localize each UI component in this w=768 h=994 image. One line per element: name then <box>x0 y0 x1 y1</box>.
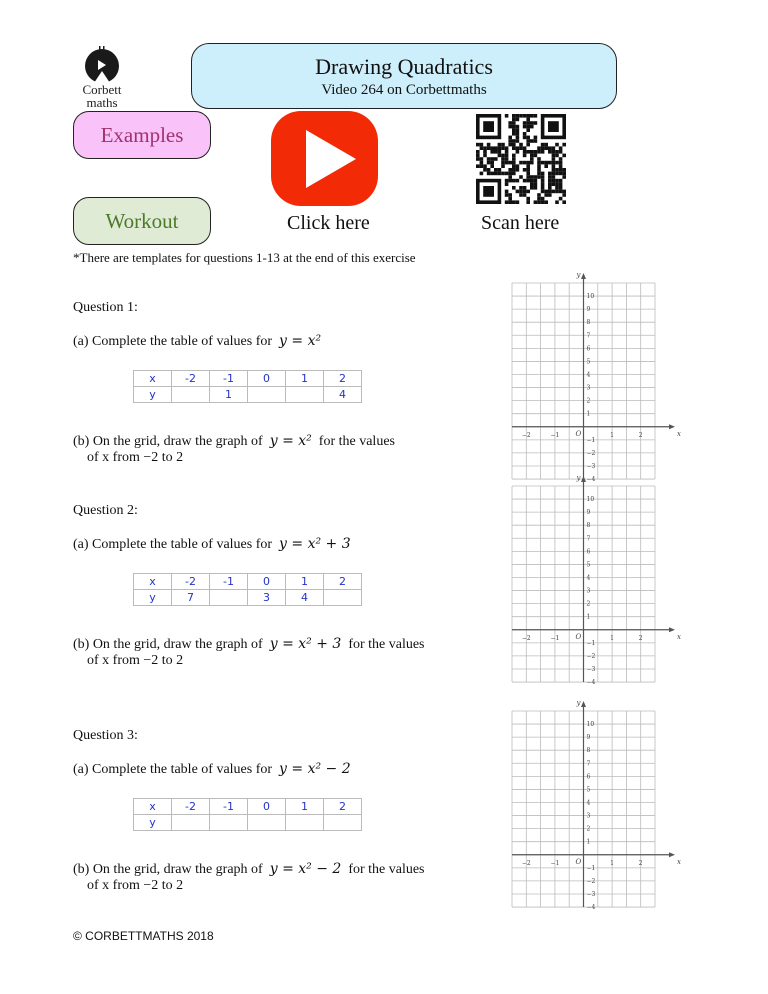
y-tick-label: 7 <box>586 332 591 340</box>
y-tick-label: 2 <box>586 397 591 405</box>
part-b-range: of x from −2 to 2 <box>87 878 184 893</box>
table-cell-y[interactable] <box>172 387 210 403</box>
coordinate-grid[interactable] <box>505 473 685 693</box>
x-axis-label: x <box>677 857 681 866</box>
y-axis-label: y <box>576 271 581 279</box>
table-cell-x: 0 <box>248 799 286 815</box>
part-a-label: (a) Complete the table of values for <box>73 762 273 777</box>
equation: y = x² + 3 <box>279 536 351 552</box>
origin-label: O <box>575 857 582 866</box>
y-tick-label: 7 <box>586 535 591 543</box>
workout-button[interactable]: Workout <box>73 197 211 245</box>
svg-text:Corbett: Corbett <box>82 82 122 97</box>
page-subtitle: Video 264 on Corbettmaths <box>321 82 487 98</box>
table-cell-y[interactable]: 1 <box>210 387 248 403</box>
play-icon <box>306 130 356 188</box>
table-cell-y[interactable] <box>210 590 248 606</box>
question-heading: Question 3: <box>73 728 138 743</box>
table-cell-x: 1 <box>286 574 324 590</box>
table-row-x <box>134 371 362 387</box>
x-tick-label: −1 <box>550 431 560 439</box>
table-cell-y[interactable] <box>324 590 362 606</box>
y-tick-label: −1 <box>586 639 596 647</box>
y-tick-label: 10 <box>586 293 595 301</box>
equation: y = x² + 3 <box>269 636 342 652</box>
table-header-y: y <box>134 387 172 403</box>
scan-here-label: Scan here <box>481 212 560 234</box>
x-arrow-icon <box>669 852 675 857</box>
y-tick-label: 2 <box>586 825 591 833</box>
table-cell-y[interactable] <box>210 815 248 831</box>
table-cell-y[interactable] <box>286 815 324 831</box>
table-cell-x: 2 <box>324 371 362 387</box>
x-tick-label: 2 <box>638 634 643 642</box>
table-cell-x: -1 <box>210 799 248 815</box>
part-a-label: (a) Complete the table of values for <box>73 537 273 552</box>
table-cell-y[interactable] <box>172 815 210 831</box>
question-heading: Question 1: <box>73 300 138 315</box>
table-row-y <box>134 590 362 606</box>
x-tick-label: −2 <box>521 634 531 642</box>
x-tick-label: 1 <box>610 431 615 439</box>
qr-code[interactable] <box>476 114 566 209</box>
table-cell-x: 1 <box>286 799 324 815</box>
y-tick-label: 4 <box>586 371 591 379</box>
x-tick-label: −2 <box>521 859 531 867</box>
table-cell-x: 0 <box>248 574 286 590</box>
y-tick-label: 8 <box>586 319 591 327</box>
title-banner <box>191 43 617 109</box>
part-b-label: (b) On the grid, draw the graph of <box>73 637 263 652</box>
y-arrow-icon <box>581 273 586 279</box>
table-cell-x: -2 <box>172 371 210 387</box>
y-tick-label: −4 <box>586 904 596 912</box>
y-tick-label: 7 <box>586 760 591 768</box>
table-cell-x: -1 <box>210 371 248 387</box>
y-tick-label: 8 <box>586 522 591 530</box>
y-tick-label: −4 <box>586 476 596 484</box>
table-cell-x: 2 <box>324 574 362 590</box>
table-cell-y[interactable] <box>286 387 324 403</box>
table-header-x: x <box>134 799 172 815</box>
part-b-suffix: for the values <box>348 637 425 652</box>
coordinate-grid[interactable] <box>505 270 685 490</box>
y-tick-label: −2 <box>586 652 596 660</box>
table-header-x: x <box>134 371 172 387</box>
origin-label: O <box>575 429 582 438</box>
question-heading: Question 2: <box>73 503 138 518</box>
y-axis-label: y <box>576 474 581 482</box>
table-header-y: y <box>134 590 172 606</box>
y-tick-label: −1 <box>586 436 596 444</box>
coordinate-grid[interactable] <box>505 698 685 918</box>
table-cell-x: -2 <box>172 799 210 815</box>
table-cell-y[interactable]: 7 <box>172 590 210 606</box>
copyright: © CORBETTMATHS 2018 <box>73 929 214 943</box>
y-tick-label: −3 <box>586 462 596 470</box>
x-arrow-icon <box>669 424 675 429</box>
y-tick-label: 1 <box>586 410 591 418</box>
part-a-text <box>73 536 351 553</box>
part-a-label: (a) Complete the table of values for <box>73 334 273 349</box>
part-b-label: (b) On the grid, draw the graph of <box>73 862 263 877</box>
table-cell-y[interactable] <box>248 387 286 403</box>
x-tick-label: 1 <box>610 859 615 867</box>
page-title: Drawing Quadratics <box>315 54 493 79</box>
part-b-text <box>73 636 425 669</box>
table-header-x: x <box>134 574 172 590</box>
y-tick-label: −3 <box>586 890 596 898</box>
table-row-x <box>134 799 362 815</box>
table-cell-y[interactable]: 4 <box>324 387 362 403</box>
youtube-play-button[interactable] <box>271 111 378 206</box>
table-cell-x: 1 <box>286 371 324 387</box>
click-here-link[interactable]: Click here <box>287 212 370 234</box>
y-tick-label: 4 <box>586 799 591 807</box>
table-row-x <box>134 574 362 590</box>
origin-label: O <box>575 632 582 641</box>
y-tick-label: 5 <box>586 786 591 794</box>
table-cell-y[interactable] <box>324 815 362 831</box>
part-a-text <box>73 761 351 778</box>
table-cell-y[interactable]: 3 <box>248 590 286 606</box>
table-row-y <box>134 815 362 831</box>
x-tick-label: −2 <box>521 431 531 439</box>
y-tick-label: 1 <box>586 613 591 621</box>
y-tick-label: 10 <box>586 496 595 504</box>
x-tick-label: −1 <box>550 634 560 642</box>
y-tick-label: 5 <box>586 358 591 366</box>
part-b-label: (b) On the grid, draw the graph of <box>73 434 263 449</box>
table-cell-x: 2 <box>324 799 362 815</box>
x-axis-label: x <box>677 429 681 438</box>
table-of-values <box>133 573 362 606</box>
part-b-range: of x from −2 to 2 <box>87 450 184 465</box>
y-tick-label: −2 <box>586 449 596 457</box>
table-cell-x: -1 <box>210 574 248 590</box>
table-of-values <box>133 370 362 403</box>
table-cell-y[interactable]: 4 <box>286 590 324 606</box>
y-tick-label: 6 <box>586 773 591 781</box>
part-b-suffix: for the values <box>318 434 395 449</box>
y-tick-label: 10 <box>586 721 595 729</box>
equation: y = x² <box>269 433 312 449</box>
y-tick-label: 4 <box>586 574 591 582</box>
y-tick-label: 2 <box>586 600 591 608</box>
table-header-y: y <box>134 815 172 831</box>
y-tick-label: 9 <box>586 306 591 314</box>
table-cell-x: 0 <box>248 371 286 387</box>
y-tick-label: −2 <box>586 877 596 885</box>
equation: y = x² − 2 <box>279 761 351 777</box>
part-b-range: of x from −2 to 2 <box>87 653 184 668</box>
x-tick-label: 2 <box>638 431 643 439</box>
y-tick-label: 6 <box>586 345 591 353</box>
x-tick-label: 2 <box>638 859 643 867</box>
part-b-suffix: for the values <box>348 862 425 877</box>
part-b-text <box>73 433 395 466</box>
y-axis-label: y <box>576 699 581 707</box>
x-tick-label: 1 <box>610 634 615 642</box>
table-row-y <box>134 387 362 403</box>
y-tick-label: 3 <box>586 812 591 820</box>
equation: y = x² − 2 <box>269 861 342 877</box>
equation: y = x² <box>279 333 322 349</box>
y-tick-label: 8 <box>586 747 591 755</box>
y-tick-label: 1 <box>586 838 591 846</box>
svg-text:maths: maths <box>86 95 118 110</box>
corbettmaths-logo <box>72 44 132 110</box>
y-tick-label: 3 <box>586 384 591 392</box>
y-tick-label: 9 <box>586 509 591 517</box>
y-tick-label: 3 <box>586 587 591 595</box>
table-of-values <box>133 798 362 831</box>
y-tick-label: 9 <box>586 734 591 742</box>
y-tick-label: −3 <box>586 665 596 673</box>
y-tick-label: −1 <box>586 864 596 872</box>
x-tick-label: −1 <box>550 859 560 867</box>
y-tick-label: 5 <box>586 561 591 569</box>
part-b-text <box>73 861 425 894</box>
table-cell-y[interactable] <box>248 815 286 831</box>
x-axis-label: x <box>677 632 681 641</box>
y-arrow-icon <box>581 476 586 482</box>
y-arrow-icon <box>581 701 586 707</box>
examples-button[interactable]: Examples <box>73 111 211 159</box>
part-a-text <box>73 333 321 350</box>
y-tick-label: −4 <box>586 679 596 687</box>
x-arrow-icon <box>669 627 675 632</box>
y-tick-label: 6 <box>586 548 591 556</box>
table-cell-x: -2 <box>172 574 210 590</box>
templates-note: *There are templates for questions 1-13 at the end of this exercise <box>73 250 416 265</box>
